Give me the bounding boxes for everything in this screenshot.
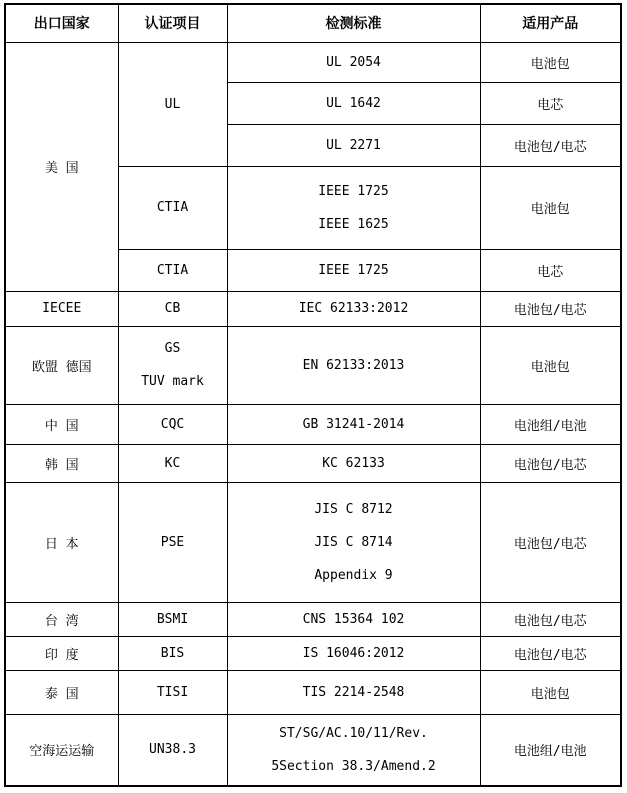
standard-cell: TIS 2214-2548 (227, 670, 480, 714)
country-cell: 泰 国 (5, 670, 118, 714)
table-row (5, 636, 621, 670)
product-cell: 电池包 (480, 166, 621, 249)
product-cell: 电池包/电芯 (480, 124, 621, 166)
cert-cell: CTIA (118, 249, 227, 291)
standard-cell: KC 62133 (227, 444, 480, 482)
product-cell: 电池包/电芯 (480, 444, 621, 482)
country-cell: 空海运运输 (5, 714, 118, 786)
standard-cell: UL 2054 (227, 42, 480, 82)
table-row (5, 291, 621, 326)
standard-line: 5Section 38.3/Amend.2 (271, 758, 436, 774)
country-cell: IECEE (5, 291, 118, 326)
header-certification-project: 认证项目 (118, 4, 227, 42)
cert-cell (118, 326, 227, 404)
country-cell: 欧盟 德国 (5, 326, 118, 404)
standard-cell: GB 31241-2014 (227, 404, 480, 444)
standard-cell (227, 482, 480, 602)
product-cell: 电池组/电池 (480, 404, 621, 444)
country-cell: 台 湾 (5, 602, 118, 636)
cert-line: TUV mark (141, 374, 204, 389)
cert-cell: BSMI (118, 602, 227, 636)
country-cell: 中 国 (5, 404, 118, 444)
table-row (5, 482, 621, 602)
cert-cell: TISI (118, 670, 227, 714)
cert-cell: PSE (118, 482, 227, 602)
table-row (5, 404, 621, 444)
product-cell: 电池包 (480, 670, 621, 714)
cert-cell: CB (118, 291, 227, 326)
standard-cell: CNS 15364 102 (227, 602, 480, 636)
standard-cell: IEC 62133:2012 (227, 291, 480, 326)
product-cell: 电池包/电芯 (480, 291, 621, 326)
table-row (5, 326, 621, 404)
certification-standards-table (4, 3, 622, 787)
standard-cell: IEEE 1725 (227, 249, 480, 291)
header-applicable-product: 适用产品 (480, 4, 621, 42)
standard-line: JIS C 8714 (314, 534, 393, 550)
country-cell: 日 本 (5, 482, 118, 602)
product-cell: 电池包 (480, 42, 621, 82)
table-row (5, 444, 621, 482)
header-export-country: 出口国家 (5, 4, 118, 42)
standard-cell: UL 2271 (227, 124, 480, 166)
standard-line: Appendix 9 (314, 567, 393, 583)
standard-line: IEEE 1725 (318, 183, 389, 199)
product-cell: 电池包/电芯 (480, 482, 621, 602)
country-cell: 印 度 (5, 636, 118, 670)
table-row (5, 602, 621, 636)
cert-cell: KC (118, 444, 227, 482)
product-cell: 电池包/电芯 (480, 636, 621, 670)
cert-line: GS (164, 341, 181, 356)
table-row (5, 670, 621, 714)
header-row (5, 4, 621, 42)
standard-cell: IS 16046:2012 (227, 636, 480, 670)
standard-cell (227, 166, 480, 249)
standard-line: ST/SG/AC.10/11/Rev. (279, 725, 428, 741)
product-cell: 电芯 (480, 249, 621, 291)
standard-line: IEEE 1625 (318, 216, 389, 232)
cert-cell: UL (118, 42, 227, 166)
cert-cell: BIS (118, 636, 227, 670)
cert-cell: UN38.3 (118, 714, 227, 786)
cert-cell: CTIA (118, 166, 227, 249)
cert-cell: CQC (118, 404, 227, 444)
standard-cell: UL 1642 (227, 82, 480, 124)
table-row (5, 714, 621, 786)
table-row (5, 42, 621, 82)
product-cell: 电芯 (480, 82, 621, 124)
product-cell: 电池包 (480, 326, 621, 404)
country-cell: 韩 国 (5, 444, 118, 482)
standard-cell (227, 714, 480, 786)
product-cell: 电池包/电芯 (480, 602, 621, 636)
product-cell: 电池组/电池 (480, 714, 621, 786)
country-cell: 美 国 (5, 42, 118, 291)
header-testing-standard: 检测标准 (227, 4, 480, 42)
standard-cell: EN 62133:2013 (227, 326, 480, 404)
standard-line: JIS C 8712 (314, 501, 393, 517)
